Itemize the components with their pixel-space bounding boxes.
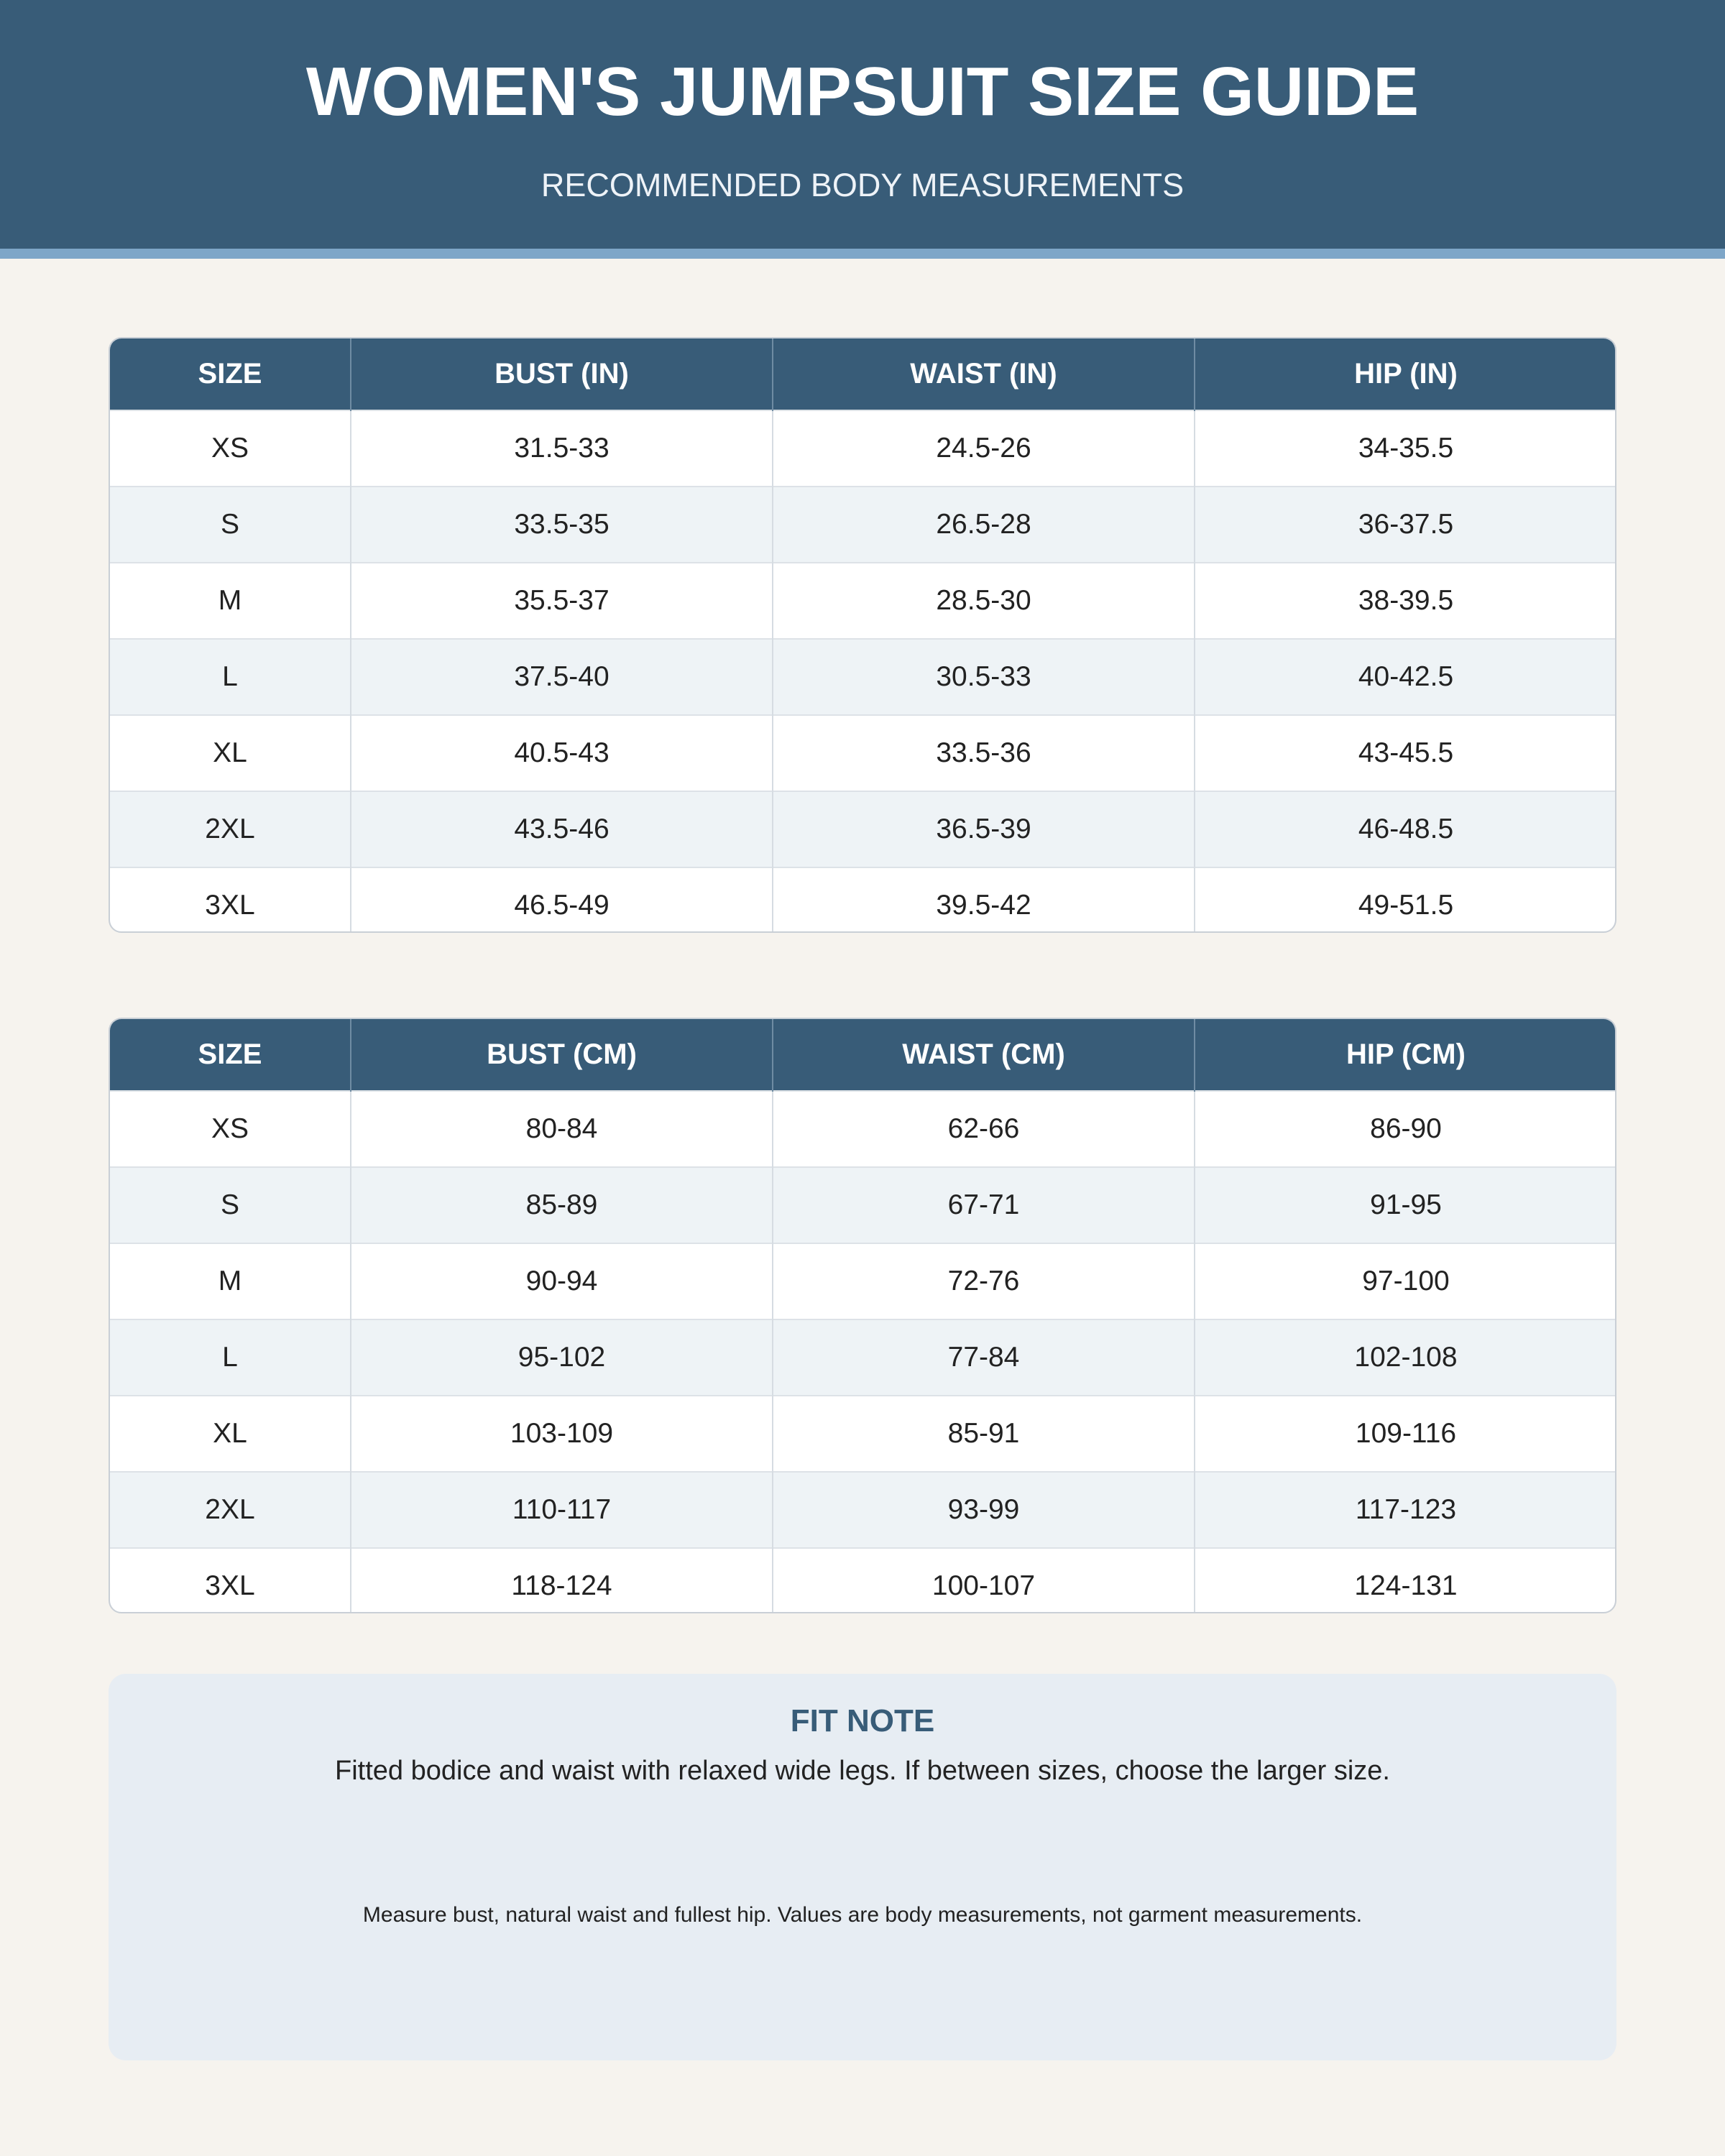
column-header-hip: HIP (IN) (1195, 338, 1616, 410)
column-header-bust: BUST (CM) (351, 1019, 773, 1091)
bust-cell: 35.5-37 (351, 563, 773, 639)
size-cell: XL (110, 1396, 351, 1472)
size-cell: L (110, 1319, 351, 1396)
hip-cell: 43-45.5 (1195, 715, 1616, 791)
bust-cell: 110-117 (351, 1472, 773, 1548)
size-cell: 2XL (110, 1472, 351, 1548)
waist-cell: 30.5-33 (773, 639, 1195, 715)
size-cell: XL (110, 715, 351, 791)
table-row (110, 867, 1616, 933)
size-cell: S (110, 1167, 351, 1243)
size-cell: XS (110, 1091, 351, 1167)
measurement-note: Measure bust, natural waist and fullest hip. Values are body measurements, not garment measurements. (362, 1903, 1363, 1927)
header-accent-stripe (0, 249, 1725, 259)
fit-note-title: FIT NOTE (790, 1703, 935, 1738)
waist-cell: 28.5-30 (773, 563, 1195, 639)
waist-cell: 39.5-42 (773, 867, 1195, 933)
column-header-size: SIZE (110, 338, 351, 410)
waist-cell: 24.5-26 (773, 410, 1195, 487)
size-table-inches (109, 337, 1616, 933)
column-header-waist: WAIST (CM) (773, 1019, 1195, 1091)
hip-cell: 97-100 (1195, 1243, 1616, 1319)
bust-cell: 85-89 (351, 1167, 773, 1243)
hip-cell: 49-51.5 (1195, 867, 1616, 933)
table-row (110, 1396, 1616, 1472)
page-header (0, 0, 1725, 249)
table-row (110, 410, 1616, 487)
waist-cell: 67-71 (773, 1167, 1195, 1243)
bust-cell: 90-94 (351, 1243, 773, 1319)
hip-cell: 86-90 (1195, 1091, 1616, 1167)
waist-cell: 93-99 (773, 1472, 1195, 1548)
page-title: WOMEN'S JUMPSUIT SIZE GUIDE (305, 53, 1420, 130)
size-cell: XS (110, 410, 351, 487)
waist-cell: 62-66 (773, 1091, 1195, 1167)
hip-cell: 46-48.5 (1195, 791, 1616, 867)
bust-cell: 40.5-43 (351, 715, 773, 791)
table-row (110, 639, 1616, 715)
column-header-hip: HIP (CM) (1195, 1019, 1616, 1091)
column-header-bust: BUST (IN) (351, 338, 773, 410)
table-row (110, 791, 1616, 867)
hip-cell: 40-42.5 (1195, 639, 1616, 715)
size-cell: M (110, 563, 351, 639)
table-header-row (110, 338, 1616, 410)
table-header-row (110, 1019, 1616, 1091)
bust-cell: 33.5-35 (351, 487, 773, 563)
table-row (110, 1319, 1616, 1396)
table-row (110, 1472, 1616, 1548)
hip-cell: 102-108 (1195, 1319, 1616, 1396)
waist-cell: 36.5-39 (773, 791, 1195, 867)
size-cell: 3XL (110, 867, 351, 933)
bust-cell: 103-109 (351, 1396, 773, 1472)
bust-cell: 37.5-40 (351, 639, 773, 715)
size-table-centimeters (109, 1018, 1616, 1613)
table-row (110, 715, 1616, 791)
bust-cell: 118-124 (351, 1548, 773, 1613)
table-row (110, 1548, 1616, 1613)
fit-note-box (109, 1674, 1616, 2060)
waist-cell: 100-107 (773, 1548, 1195, 1613)
bust-cell: 95-102 (351, 1319, 773, 1396)
fit-note-text: Fitted bodice and waist with relaxed wide legs. If between sizes, choose the larger size. (335, 1756, 1390, 1786)
hip-cell: 38-39.5 (1195, 563, 1616, 639)
size-cell: 2XL (110, 791, 351, 867)
table-row (110, 1167, 1616, 1243)
bust-cell: 80-84 (351, 1091, 773, 1167)
table-row (110, 1243, 1616, 1319)
size-cell: 3XL (110, 1548, 351, 1613)
bust-cell: 31.5-33 (351, 410, 773, 487)
size-cell: S (110, 487, 351, 563)
hip-cell: 36-37.5 (1195, 487, 1616, 563)
waist-cell: 77-84 (773, 1319, 1195, 1396)
table-row (110, 487, 1616, 563)
table-row (110, 563, 1616, 639)
waist-cell: 33.5-36 (773, 715, 1195, 791)
hip-cell: 124-131 (1195, 1548, 1616, 1613)
size-cell: M (110, 1243, 351, 1319)
bust-cell: 43.5-46 (351, 791, 773, 867)
table-row (110, 1091, 1616, 1167)
waist-cell: 26.5-28 (773, 487, 1195, 563)
waist-cell: 72-76 (773, 1243, 1195, 1319)
column-header-waist: WAIST (IN) (773, 338, 1195, 410)
size-cell: L (110, 639, 351, 715)
page-subtitle: RECOMMENDED BODY MEASUREMENTS (540, 167, 1184, 203)
hip-cell: 117-123 (1195, 1472, 1616, 1548)
hip-cell: 34-35.5 (1195, 410, 1616, 487)
waist-cell: 85-91 (773, 1396, 1195, 1472)
bust-cell: 46.5-49 (351, 867, 773, 933)
hip-cell: 91-95 (1195, 1167, 1616, 1243)
hip-cell: 109-116 (1195, 1396, 1616, 1472)
column-header-size: SIZE (110, 1019, 351, 1091)
